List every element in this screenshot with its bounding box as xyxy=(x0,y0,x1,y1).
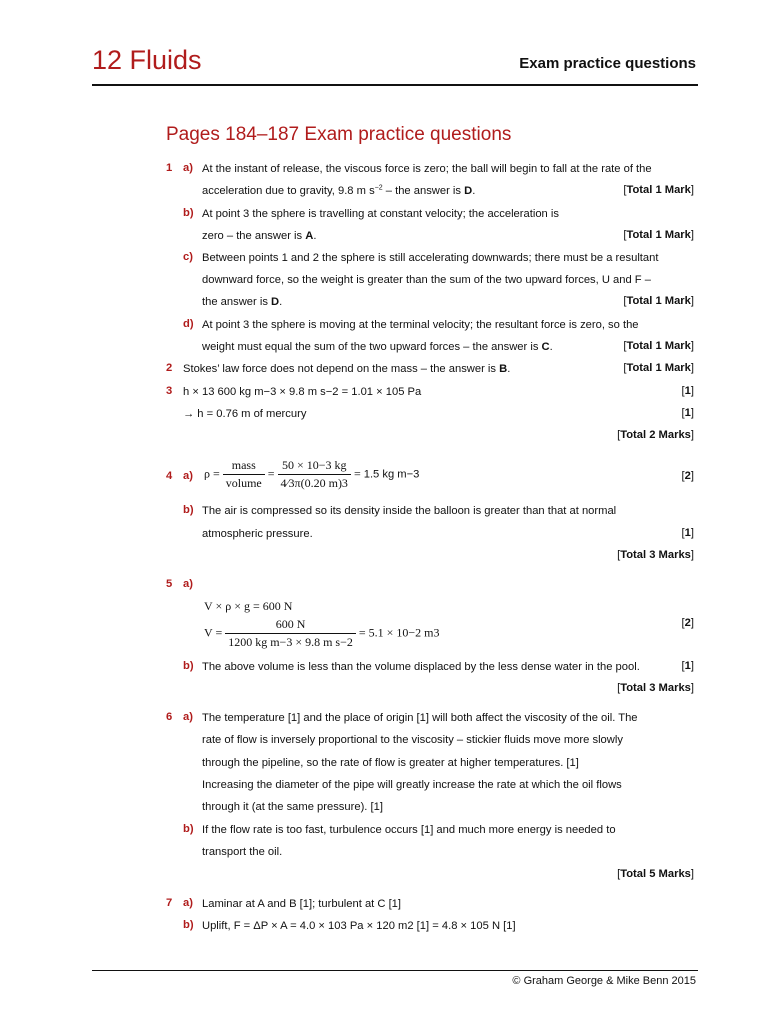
header-rule xyxy=(92,84,698,86)
volume-result: = 5.1 × 10−2 m3 xyxy=(358,625,440,640)
mark-4a: [2] xyxy=(681,470,694,482)
mark-5a: [2] xyxy=(681,617,694,629)
question-number-3: 3 xyxy=(166,385,173,397)
total-5: [Total 3 Marks] xyxy=(617,682,694,694)
fraction-numerator: 50 × 10−3 kg xyxy=(278,458,351,475)
equals-sign-2: = xyxy=(353,466,361,481)
part-label-1d: d) xyxy=(183,318,194,330)
part-label-7b: b) xyxy=(183,919,194,931)
part-label-1b: b) xyxy=(183,207,194,219)
mark-1b: [Total 1 Mark] xyxy=(623,229,694,241)
part-label-7a: a) xyxy=(183,897,193,909)
q1c-line3: the answer is D. xyxy=(202,296,283,308)
fraction-mass: mass xyxy=(223,458,265,475)
mark-3-2: [1] xyxy=(681,407,694,419)
q5a-equation-1: V × ρ × g = 600 N xyxy=(204,599,293,613)
mark-3-1: [1] xyxy=(681,385,694,397)
chapter-title: 12 Fluids xyxy=(92,45,202,75)
part-label-5a: a) xyxy=(183,578,193,590)
mark-5b: [1] xyxy=(681,660,694,672)
q2-line: Stokes’ law force does not depend on the mass – the answer is B. xyxy=(183,363,511,375)
mass-volume-fraction xyxy=(223,458,265,491)
q1b-line1: At point 3 the sphere is travelling at constant velocity; the acceleration is xyxy=(202,208,559,220)
mark-1c: [Total 1 Mark] xyxy=(623,295,694,307)
mark-1a: [Total 1 Mark] xyxy=(623,184,694,196)
density-result: 1.5 kg m−3 xyxy=(363,468,420,481)
copyright-footer: © Graham George & Mike Benn 2015 xyxy=(512,975,696,987)
total-3: [Total 2 Marks] xyxy=(617,429,694,441)
q1a-line1: At the instant of release, the viscous force is zero; the ball will begin to fall at the rate of the xyxy=(202,163,652,175)
part-label-6a: a) xyxy=(183,711,193,723)
part-label-4b: b) xyxy=(183,504,194,516)
volume-numerator: 600 N xyxy=(225,617,356,634)
question-number-5: 5 xyxy=(166,578,173,590)
q7b-line1: Uplift, F = ΔP × A = 4.0 × 103 Pa × 120 m2 [1] = 4.8 × 105 N [1] xyxy=(202,920,516,932)
equals-sign: = xyxy=(267,466,275,481)
q5b-line1: The above volume is less than the volume displaced by the less dense water in the pool. xyxy=(202,661,640,673)
mark-1d: [Total 1 Mark] xyxy=(623,340,694,352)
mark-4b: [1] xyxy=(681,527,694,539)
fraction-denominator: 4⁄3π(0.20 m)3 xyxy=(280,476,348,490)
q6a-line5: through it (at the same pressure). [1] xyxy=(202,801,383,813)
q1a-line2: acceleration due to gravity, 9.8 m $s^{-2}$ – the answer is D. xyxy=(202,184,476,197)
question-number-4: 4 xyxy=(166,470,173,482)
q4a-density-equation xyxy=(204,458,419,491)
q6a-line2: rate of flow is inversely proportional to the viscosity – stickier fluids move more slowly xyxy=(202,734,623,746)
volume-lhs: V = xyxy=(204,625,223,640)
q5a-equation-2 xyxy=(204,617,440,650)
total-6: [Total 5 Marks] xyxy=(617,868,694,880)
header-subtitle: Exam practice questions xyxy=(519,55,696,72)
part-label-5b: b) xyxy=(183,660,194,672)
q1c-line2: downward force, so the weight is greater than the sum of the two upward forces, U and F – xyxy=(202,274,651,286)
q6a-line1: The temperature [1] and the place of origin [1] will both affect the viscosity of the oil. The xyxy=(202,712,638,724)
part-label-1a: a) xyxy=(183,162,193,174)
q6a-line4: Increasing the diameter of the pipe will greatly increase the rate at which the oil flows xyxy=(202,779,622,791)
part-label-6b: b) xyxy=(183,823,194,835)
question-number-2: 2 xyxy=(166,362,173,374)
part-label-1c: c) xyxy=(183,251,193,263)
rho-symbol: ρ = xyxy=(204,466,220,481)
q6b-line1: If the flow rate is too fast, turbulence occurs [1] and much more energy is needed to xyxy=(202,824,616,836)
footer-rule xyxy=(92,970,698,971)
q1c-line1: Between points 1 and 2 the sphere is still accelerating downwards; there must be a resultant xyxy=(202,252,659,264)
fraction-volume: volume xyxy=(225,476,262,490)
total-4: [Total 3 Marks] xyxy=(617,549,694,561)
q3-line2: → h = 0.76 m of mercury xyxy=(183,408,307,420)
q3-line1: h × 13 600 kg m−3 × 9.8 m s−2 = 1.01 × 105 Pa xyxy=(183,386,422,398)
volume-fraction xyxy=(225,617,356,650)
q7a-line1: Laminar at A and B [1]; turbulent at C [1] xyxy=(202,898,402,910)
q1d-line1: At point 3 the sphere is moving at the terminal velocity; the resultant force is zero, so the xyxy=(202,319,639,331)
value-fraction xyxy=(278,458,351,491)
q6a-line3: through the pipeline, so the rate of flow is greater at higher temperatures. [1] xyxy=(202,757,579,769)
mark-2: [Total 1 Mark] xyxy=(623,362,694,374)
q1d-line2: weight must equal the sum of the two upward forces – the answer is C. xyxy=(202,341,553,353)
section-title: Pages 184–187 Exam practice questions xyxy=(166,124,512,145)
question-number-1: 1 xyxy=(166,162,173,174)
question-number-7: 7 xyxy=(166,897,173,909)
q1b-line2: zero – the answer is A. xyxy=(202,230,317,242)
part-label-4a: a) xyxy=(183,470,193,482)
q4b-line1: The air is compressed so its density inside the balloon is greater than that at normal xyxy=(202,505,617,517)
volume-denominator: 1200 kg m−3 × 9.8 m s−2 xyxy=(228,635,353,649)
question-number-6: 6 xyxy=(166,711,173,723)
q4b-line2: atmospheric pressure. xyxy=(202,528,313,540)
q6b-line2: transport the oil. xyxy=(202,846,283,858)
